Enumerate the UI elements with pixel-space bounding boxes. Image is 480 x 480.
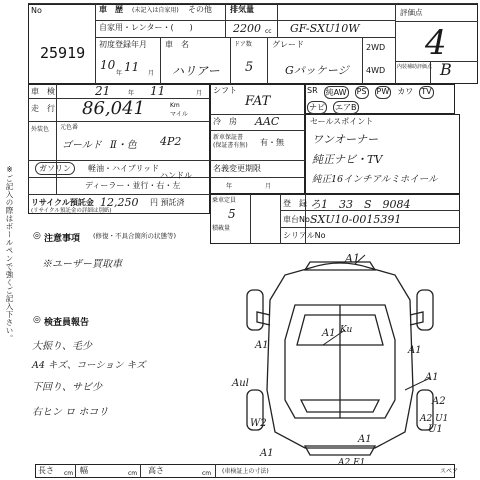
inspector-bullet-icon: ◎ bbox=[33, 315, 41, 325]
dmg-label-14: Ku bbox=[340, 325, 353, 335]
height-label: 高さ bbox=[148, 466, 164, 475]
capacity-label: 乗車定員 bbox=[212, 197, 237, 204]
reg-year: 10 bbox=[100, 58, 116, 72]
dmg-label-12: A2 E1 bbox=[338, 458, 366, 468]
wheel-front-right bbox=[417, 290, 433, 330]
equip-ps: PS bbox=[355, 86, 369, 99]
length-label: 長さ bbox=[38, 466, 54, 475]
recycle-label: リサイクル預託金 bbox=[31, 198, 94, 207]
equipment-list bbox=[307, 86, 455, 114]
ac-value: AAC bbox=[255, 115, 280, 128]
docs-month: 月 bbox=[265, 183, 272, 190]
dmg-label-3: A1 bbox=[322, 328, 336, 339]
manual-value: 有・無 bbox=[260, 138, 284, 147]
dimensions-sub: (車検証上の寸法) bbox=[222, 468, 269, 475]
mileage-value: 86,041 bbox=[82, 98, 145, 119]
reg-year-unit: 年 bbox=[116, 70, 123, 77]
notes-sub: (修復・不具合箇所の状態等) bbox=[93, 232, 177, 240]
notes-text: ※ユーザー買取車 bbox=[42, 259, 122, 270]
shift-value: FAT bbox=[245, 94, 271, 109]
reg-no-value: ろ1 33 S 9084 bbox=[310, 198, 411, 211]
color-change: Ⅱ・色 bbox=[110, 140, 137, 151]
inspection-label: 車 検 bbox=[31, 87, 55, 96]
recycle-amount: 12,250 bbox=[100, 196, 139, 209]
inspection-month: 11 bbox=[150, 84, 166, 98]
equip-aw: 純AW bbox=[325, 88, 347, 97]
grade-label: グレード bbox=[272, 40, 304, 49]
doors-label: ドア数 bbox=[234, 41, 252, 48]
equip-tv: TV bbox=[419, 86, 433, 99]
inspection-year: 21 bbox=[95, 84, 111, 98]
mileage-mile: マイル bbox=[170, 111, 188, 118]
dmg-label-1: A1 bbox=[345, 252, 360, 265]
capacity-value: 5 bbox=[228, 207, 236, 221]
load-label: 積載量 bbox=[212, 225, 231, 232]
drive-4wd: 4WD bbox=[366, 66, 386, 75]
drive-2wd: 2WD bbox=[366, 43, 386, 52]
dmg-label-7: Aul bbox=[232, 378, 249, 389]
original-color-label: 元色番 bbox=[60, 124, 79, 131]
grade-value: Gパッケージ bbox=[285, 64, 349, 77]
auction-sheet: No 25919 車 歴 (未記入は自家用) その他 自家用・レンター・( ) 排気量 2200 cc GF-SXU10W 初度登録年月 車 名 10 年 11 月 ハリアー ドア数 5 グレード Gパッケージ 2WD 4WD 評価点 4 内装補助評価点 B 車 検 21 年 11 月 走 行 86,041 Km マイル 外装色 元色番 ゴールド Ⅱ・色 4P2 ガソリン 軽油・ハイブリッド ハンドル ディーラー・並行・右・左 リサイクル預託金 12,250 円 預託済 (リサイクル預託金の詳細は別紙) シフト FAT 冷 房 AAC 新車保証書 (保証書有無) 有・無 名義変更期限 年 月 SR 純AW PS PW カワ TV ナビ エアB セールスポイント ワンオーナー 純正ナビ・TV 純正16インチアルミホイール 乗車定員 5 積載量 登 録 ろ1 33 S 9084 車台No SXU10-0015391 シリアルNo ◎ 注意事項 (修復・不具合箇所の状態等) ※ユーザー買取車 ◎ 検査員報告 大振り、毛少 A4 キズ、コーション キズ 下回り、サビ少 右ヒン ロ ホコリ ※ご記入の際はボールペンで強くご記入下さい。 A1 A1 A1 A1 A1 A1 Aul U1 W2 A1 A2 A2 E1 A2 U1 Ku 長さ cm 幅 cm 高さ cm (車検証上の寸法) スペア bbox=[0, 0, 480, 480]
dmg-label-2: A1 bbox=[255, 340, 269, 351]
score-label: 評価点 bbox=[400, 8, 423, 17]
equip-pw: PW bbox=[375, 86, 392, 99]
mileage-label: 走 行 bbox=[31, 104, 55, 113]
manual-label: 新車保証書 bbox=[213, 134, 244, 141]
recycle-unit: 円 預託済 bbox=[150, 198, 185, 207]
dmg-label-8: U1 bbox=[428, 424, 443, 435]
interior-score: B bbox=[440, 60, 452, 79]
car-name: ハリアー bbox=[172, 64, 220, 78]
docs-label: 名義変更期限 bbox=[213, 164, 261, 173]
reg-no-label: 登 録 bbox=[283, 199, 307, 208]
displacement-label: 排気量 bbox=[230, 5, 254, 14]
model-code: GF-SXU10W bbox=[290, 22, 360, 35]
dmg-label-5: A1 bbox=[425, 372, 439, 383]
color-value: ゴールド bbox=[62, 140, 102, 151]
recycle-note: (リサイクル預託金の詳細は別紙) bbox=[31, 208, 112, 214]
lot-number: 25919 bbox=[40, 44, 86, 62]
inspector-line-4: 右ヒン ロ ホコリ bbox=[32, 407, 109, 418]
reg-month-unit: 月 bbox=[148, 70, 155, 77]
color-code: 4P2 bbox=[160, 135, 182, 148]
inspector-title: 検査員報告 bbox=[44, 318, 90, 328]
sales-title: セールスポイント bbox=[310, 117, 374, 126]
displacement-unit: cc bbox=[265, 28, 272, 35]
ac-label: 冷 房 bbox=[213, 117, 237, 126]
lot-label: No bbox=[31, 6, 42, 15]
inspector-line-3: 下回り、サビ少 bbox=[32, 382, 102, 393]
sales-item-1: ワンオーナー bbox=[312, 133, 378, 146]
sales-item-3: 純正16インチアルミホイール bbox=[312, 174, 438, 185]
equip-sr: SR bbox=[307, 86, 318, 95]
dmg-label-13: A2 U1 bbox=[420, 414, 449, 424]
dmg-label-9: W2 bbox=[250, 418, 267, 429]
equip-airbag: エアB bbox=[335, 103, 357, 112]
handle-label: ハンドル bbox=[160, 171, 192, 180]
displacement-value: 2200 bbox=[233, 22, 261, 35]
dmg-label-11: A2 bbox=[432, 396, 446, 407]
dmg-label-4: A1 bbox=[408, 345, 422, 356]
inspector-line-2: A4 キズ、コーション キズ bbox=[32, 360, 146, 371]
inspector-line-1: 大振り、毛少 bbox=[32, 341, 92, 352]
width-unit: cm bbox=[128, 470, 138, 477]
equip-leather: カワ bbox=[397, 87, 414, 96]
interior-score-label: 内装補助評価点 bbox=[397, 64, 433, 70]
fuel-others: 軽油・ハイブリッド bbox=[88, 164, 160, 173]
notes-bullet-icon: ◎ bbox=[33, 231, 41, 241]
mileage-km: Km bbox=[170, 102, 180, 109]
height-unit: cm bbox=[202, 470, 212, 477]
shift-label: シフト bbox=[213, 86, 237, 95]
docs-year: 年 bbox=[226, 183, 233, 190]
vehicle-note: (未記入は自家用) bbox=[132, 7, 179, 14]
color-label: 外装色 bbox=[31, 126, 50, 133]
wheel-front-left bbox=[247, 290, 263, 330]
width-label: 幅 bbox=[80, 466, 88, 475]
equip-navi: ナビ bbox=[309, 103, 325, 112]
fuel-circled: ガソリン bbox=[35, 162, 75, 175]
first-reg-label: 初度登録年月 bbox=[99, 40, 147, 49]
manual-sub: (保証書有無) bbox=[213, 142, 248, 149]
spare-label: スペア bbox=[440, 468, 459, 475]
reg-month: 11 bbox=[124, 60, 140, 74]
length-unit: cm bbox=[64, 470, 74, 477]
serial-label: シリアルNo bbox=[283, 231, 326, 240]
notes-title: 注意事項 bbox=[44, 234, 81, 244]
other-label: その他 bbox=[188, 5, 212, 14]
side-note: ※ご記入の際はボールペンで強くご記入下さい。 bbox=[5, 165, 14, 343]
vehicle-label: 車 歴 bbox=[99, 5, 123, 14]
vehicle-options: 自家用・レンター・( ) bbox=[99, 23, 193, 32]
score-value: 4 bbox=[425, 23, 447, 63]
dealer-label: ディーラー・並行・右・左 bbox=[85, 181, 181, 190]
chassis-value: SXU10-0015391 bbox=[310, 213, 402, 226]
sales-item-2: 純正ナビ・TV bbox=[312, 153, 383, 166]
chassis-label: 車台No bbox=[283, 215, 310, 224]
car-name-label: 車 名 bbox=[165, 40, 189, 49]
dmg-label-6: A1 bbox=[260, 448, 274, 459]
dmg-label-10: A1 bbox=[358, 434, 372, 445]
doors-value: 5 bbox=[245, 60, 254, 75]
